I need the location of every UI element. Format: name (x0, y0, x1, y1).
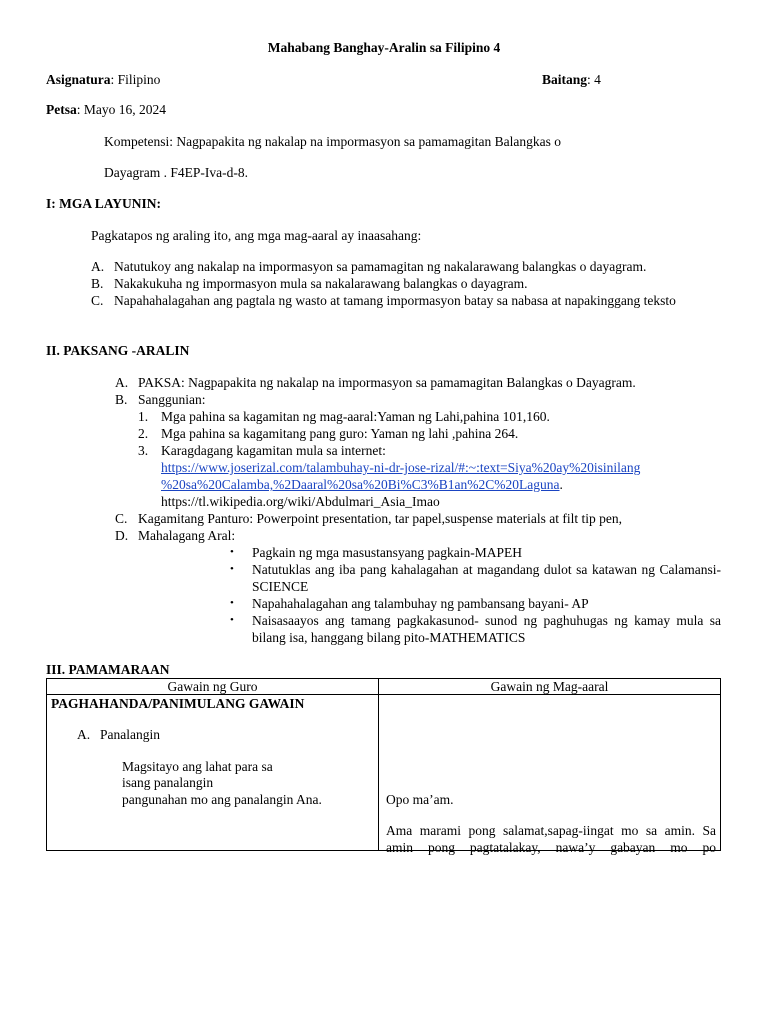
table-row (47, 695, 721, 851)
magaaral-reply-1: Opo ma’am. (386, 792, 454, 807)
guro-cell (47, 695, 379, 851)
baitang-value: : 4 (587, 72, 601, 87)
list-item-text: Natutukoy ang nakalap na impormasyon sa pamamagitan ng nakalarawang balangkas o dayagram. (114, 259, 647, 274)
list-marker: 2. (138, 426, 149, 441)
sanggunian-marker: B. (115, 392, 128, 407)
list-item (91, 258, 721, 275)
list-item (91, 275, 721, 292)
sanggunian-item-1: Mga pahina sa kagamitan ng mag-aaral:Yaman ng Lahi,pahina 101,160. (161, 409, 550, 424)
aral-text: Mahalagang Aral: (138, 528, 236, 543)
paksa-marker: A. (115, 375, 129, 390)
list-item-text: Napahahalagahan ang pagtala ng wasto at tamang impormasyon batay sa nabasa at napakinggang teksto (114, 293, 676, 308)
petsa-value: : Mayo 16, 2024 (76, 102, 166, 117)
guro-instruction-2: isang panalangin (122, 775, 214, 790)
bullet-icon: • (230, 597, 234, 609)
asignatura-line (46, 71, 160, 88)
guro-instruction-1: Magsitayo ang lahat para sa (122, 759, 273, 774)
guro-activity-heading: PAGHAHANDA/PANIMULANG GAWAIN (51, 696, 305, 711)
reference-link-line-2[interactable] (161, 476, 563, 493)
list-item (91, 292, 721, 326)
aral-marker: D. (115, 528, 129, 543)
section-1-heading: I: MGA LAYUNIN: (46, 196, 162, 211)
sanggunian-item-3: Karagdagang kagamitan mula sa internet: (161, 443, 386, 458)
asignatura-label: Asignatura (46, 72, 111, 87)
list-item-text: Napahahalagahan ang talambuhay ng pambansang bayani- AP (252, 596, 589, 611)
list-item-text: Naisasaayos ang tamang pagkakasunod- sunod ng paghuhugas ng kamay mula sa bilang isa, hanggang bilang pito-MATHEMATICS (252, 613, 721, 645)
panalangin-label: Panalangin (100, 727, 160, 742)
column-header-magaaral: Gawain ng Mag-aaral (379, 679, 721, 695)
document-title: Mahabang Banghay-Aralin sa Filipino 4 (267, 40, 501, 55)
bullet-icon: • (230, 614, 234, 626)
bullet-icon: • (230, 563, 234, 575)
paksa-text: PAKSA: Nagpapakita ng nakalap na impormasyon sa pamamagitan Balangkas o Dayagram. (138, 375, 636, 390)
kagamitan-marker: C. (115, 511, 128, 526)
petsa-label: Petsa (46, 102, 77, 117)
magaaral-reply-2: Ama marami pong salamat,sapag-iingat mo sa amin. Sa amin pong pagtatalakay, nawa’y gabayan mo po (386, 823, 716, 855)
link-period: . (559, 477, 563, 492)
sanggunian-text: Sanggunian: (138, 392, 206, 407)
list-item-text: Nakakukuha ng impormasyon mula sa nakalarawang balangkas o dayagram. (114, 276, 528, 291)
magaaral-cell (379, 695, 721, 855)
list-item (230, 544, 721, 561)
list-marker: A. (77, 727, 91, 742)
list-marker: 1. (138, 409, 149, 424)
section-3-heading: III. PAMAMARAAN (46, 662, 170, 677)
aral-bullet-list (230, 544, 721, 646)
pamamaraan-table (46, 678, 721, 855)
list-item-text: Natutuklas ang iba pang kahalagahan at magandang dulot sa katawan ng Calamansi-SCIENCE (252, 562, 721, 594)
wikipedia-reference: https://tl.wikipedia.org/wiki/Abdulmari_Asia_Imao (161, 494, 440, 509)
list-marker: A. (91, 259, 105, 274)
joserizal-link-continued[interactable]: %20sa%20Calamba,%2Daaral%20sa%20Bi%C3%B1an%2C%20Laguna (161, 477, 560, 492)
list-item-text: Pagkain ng mga masustansyang pagkain-MAPEH (252, 545, 522, 560)
objectives-list (91, 258, 721, 326)
bullet-icon: • (230, 546, 234, 558)
kompetensi-line-1: Kompetensi: Nagpapakita ng nakalap na impormasyon sa pamamagitan Balangkas o (104, 134, 561, 149)
reference-link-line-1[interactable] (161, 459, 640, 476)
kagamitan-text: Kagamitang Panturo: Powerpoint presentation, tar papel,suspense materials at filt tip pen, (138, 511, 623, 526)
table-header-row (47, 679, 721, 695)
column-header-guro: Gawain ng Guro (47, 679, 379, 695)
list-item (230, 561, 721, 595)
baitang-label: Baitang (542, 72, 588, 87)
list-item (230, 612, 721, 646)
sanggunian-item-2: Mga pahina sa kagamitang pang guro: Yaman ng lahi ,pahina 264. (161, 426, 519, 441)
asignatura-value: : Filipino (110, 72, 161, 87)
baitang-line (542, 71, 601, 88)
kompetensi-line-2: Dayagram . F4EP-Iva-d-8. (104, 165, 248, 180)
list-marker: 3. (138, 443, 149, 458)
section-2-heading: II. PAKSANG -ARALIN (46, 343, 190, 358)
guro-instruction-3: pangunahan mo ang panalangin Ana. (122, 792, 322, 807)
list-marker: C. (91, 293, 104, 308)
joserizal-link[interactable]: https://www.joserizal.com/talambuhay-ni-dr-jose-rizal/#:~:text=Siya%20ay%20isinilang (161, 460, 641, 475)
petsa-line (46, 101, 166, 118)
section-1-intro: Pagkatapos ng araling ito, ang mga mag-aaral ay inaasahang: (91, 228, 422, 243)
list-marker: B. (91, 276, 104, 291)
list-item (230, 595, 721, 612)
